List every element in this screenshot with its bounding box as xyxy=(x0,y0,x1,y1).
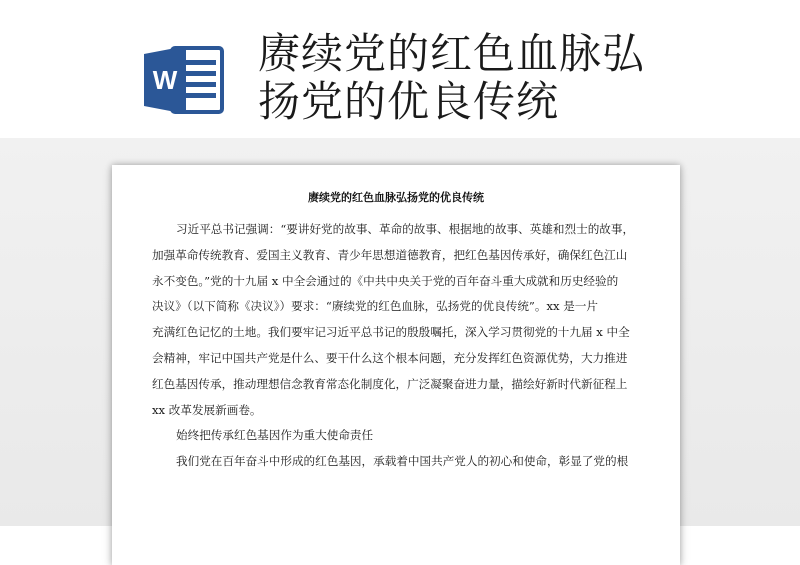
paragraph-line: xx 改革发展新画卷。 xyxy=(152,402,262,417)
paragraph-line: 习近平总书记强调：“要讲好党的故事、革命的故事、根据地的故事、英雄和烈士的故事， xyxy=(176,222,635,236)
banner xyxy=(0,0,800,150)
word-icon-letter: W xyxy=(152,65,178,95)
paragraph-line: 红色基因传承，推动理想信念教育常态化制度化，广泛凝聚奋进力量，描绘好新时代新征程上 xyxy=(152,376,628,391)
section-heading: 始终把传承红色基因作为重大使命责任 xyxy=(176,428,374,443)
banner-title xyxy=(258,30,698,126)
document-body xyxy=(152,217,652,475)
banner-title-line-2: 扬党的优良传统 xyxy=(258,77,560,126)
document-title: 赓续党的红色血脉弘扬党的优良传统 xyxy=(308,191,484,204)
paragraph-line: 会精神，牢记中国共产党是什么、要干什么这个根本问题，充分发挥红色资源优势，大力推进 xyxy=(152,350,628,365)
word-document-icon xyxy=(142,42,226,118)
paragraph-line: 充满红色记忆的土地。我们要牢记习近平总书记的殷殷嘱托，深入学习贯彻党的十九届 x 中全 xyxy=(152,325,630,340)
paragraph-line: 加强革命传统教育、爱国主义教育、青少年思想道德教育，把红色基因传承好，确保红色江山 xyxy=(152,247,628,262)
paragraph-line: 我们党在百年奋斗中形成的红色基因，承载着中国共产党人的初心和使命，彰显了党的根 xyxy=(176,454,629,469)
document-page xyxy=(112,165,680,565)
paragraph-line: 永不变色。”党的十九届 x 中全会通过的《中共中央关于党的百年奋斗重大成就和历史经验的 xyxy=(152,273,619,288)
banner-title-line-1: 赓续党的红色血脉弘 xyxy=(258,29,646,78)
paragraph-line: 决议》（以下简称《决议》）要求：“赓续党的红色血脉，弘扬党的优良传统”。xx 是一片 xyxy=(152,299,598,314)
